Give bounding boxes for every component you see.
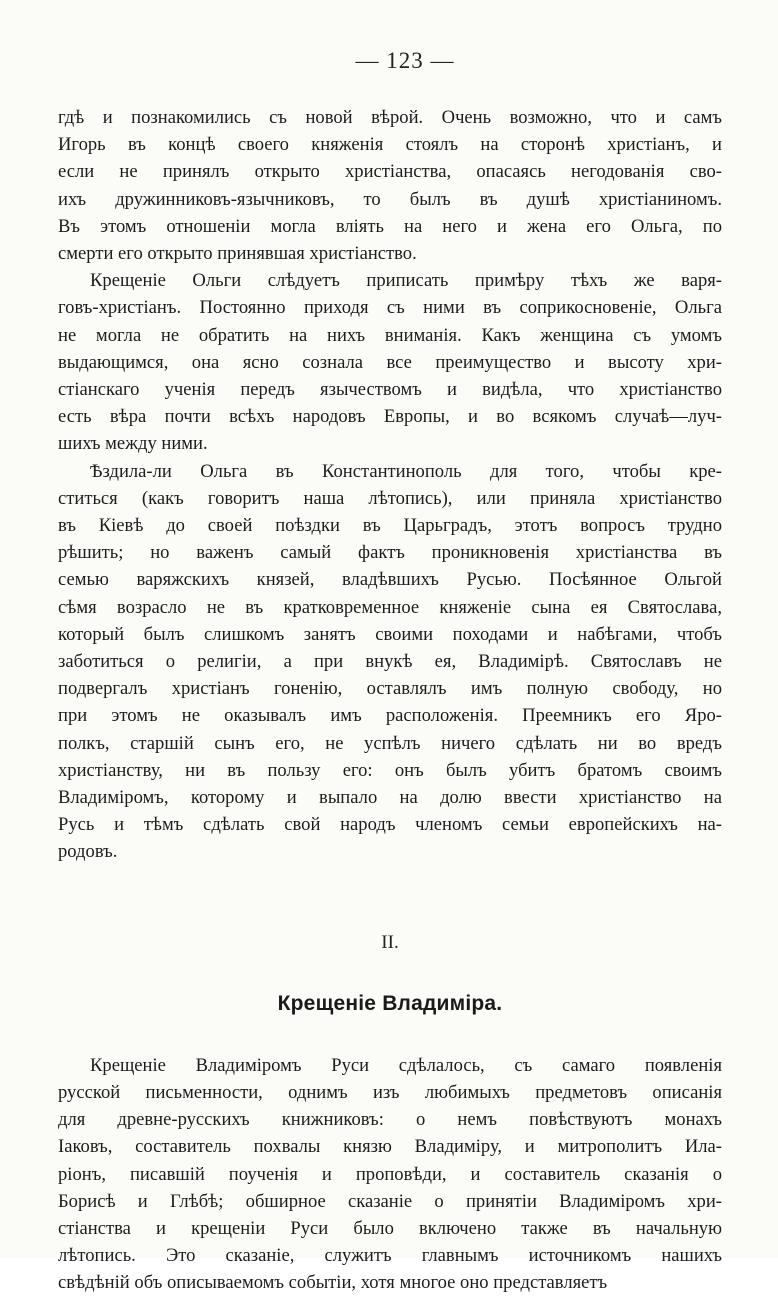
text-line: стіанскаго ученія передъ язычествомъ и видѣла, что христіанство [58, 379, 722, 401]
paragraph [58, 1052, 722, 1297]
text-line: рѣшить; но важенъ самый фактъ проникновенія христіанства въ [58, 542, 722, 564]
text-line: ститься (какъ говоритъ наша лѣтопись), или приняла христіанство [58, 487, 722, 509]
text-line: христіанству, ни въ пользу его: онъ былъ убитъ братомъ своимъ [58, 759, 722, 781]
text-body-after-section [58, 1052, 722, 1297]
text-line: не могла не обратить на нихъ вниманія. Какъ женщина съ умомъ [58, 324, 722, 346]
text-line: при этомъ не оказывалъ имъ расположенія. Преемникъ его Яро- [58, 705, 722, 727]
text-line: для древне-русскихъ книжниковъ: о немъ повѣствуютъ монахъ [58, 1109, 722, 1131]
section-title: Крещеніе Владиміра. [277, 991, 503, 1015]
text-line: сѣмя возрасло не въ кратковременное княженіе сына ея Святослава, [58, 596, 722, 618]
paragraph [58, 267, 722, 457]
section-numeral: II. [381, 931, 399, 953]
text-line: Ѣздила-ли Ольга въ Константинополь для того, чтобы кре- [90, 460, 722, 482]
text-line: родовъ. [58, 841, 118, 863]
text-body-before-section [58, 104, 722, 866]
text-line: который былъ слишкомъ занятъ своими походами и набѣгами, чтобъ [58, 623, 722, 645]
page-number: — 123 — [355, 48, 455, 73]
text-line: говъ-христіанъ. Постоянно приходя съ ними въ соприкосновеніе, Ольга [58, 297, 722, 319]
paragraph [58, 458, 722, 866]
text-line: полкъ, старшій сынъ его, не успѣлъ ничего сдѣлать ни во вредъ [58, 732, 722, 754]
text-line: если не принялъ открыто христіанства, опасаясь негодованія сво- [58, 161, 722, 183]
text-line: смерти его открыто принявшая христіанство. [58, 243, 417, 265]
text-line: Борисѣ и Глѣбѣ; обширное сказаніе о принятіи Владиміромъ хри- [58, 1190, 722, 1212]
text-line: Крещеніе Ольги слѣдуетъ приписать примѣру тѣхъ же варя- [90, 270, 722, 292]
text-line: ихъ дружинниковъ-язычниковъ, то былъ въ душѣ христіаниномъ. [58, 188, 722, 210]
text-line: семью варяжскихъ князей, владѣвшихъ Русью. Посѣянное Ольгой [58, 569, 722, 591]
text-line: ріонъ, писавшій поученія и проповѣди, и составитель сказанія о [58, 1163, 722, 1185]
text-line: подвергалъ христіанъ гоненію, оставлялъ имъ полную свободу, но [58, 678, 722, 700]
text-line: заботиться о религіи, а при внукѣ ея, Владимірѣ. Святославъ не [58, 651, 722, 673]
text-line: стіанства и крещеніи Руси было включено также въ начальную [58, 1217, 722, 1239]
text-line: Русь и тѣмъ сдѣлать свой народъ членомъ семьи европейскихъ на- [58, 814, 722, 836]
text-line: Игорь въ концѣ своего княженія стоялъ на сторонѣ христіанъ, и [58, 134, 722, 156]
text-line: свѣдѣній объ описываемомъ событіи, хотя многое оно представляетъ [58, 1272, 608, 1294]
text-line: Крещеніе Владиміромъ Руси сдѣлалось, съ самаго появленія [90, 1054, 722, 1076]
text-line: Въ этомъ отношеніи могла вліять на него и жена его Ольга, по [58, 215, 722, 237]
text-line: Іаковъ, составитель похвалы князю Владиміру, и митрополитъ Ила- [58, 1136, 722, 1158]
paragraph [58, 104, 722, 267]
text-line: шихъ между ними. [58, 433, 208, 455]
text-line: есть вѣра почти всѣхъ народовъ Европы, и во всякомъ случаѣ—луч- [58, 406, 722, 428]
text-line: гдѣ и познакомились съ новой вѣрой. Очень возможно, что и самъ [58, 107, 722, 128]
text-line: русской письменности, однимъ изъ любимыхъ предметовъ описанія [58, 1081, 722, 1103]
text-line: Владиміромъ, которому и выпало на долю ввести христіанство на [58, 787, 722, 809]
text-line: лѣтопись. Это сказаніе, служитъ главнымъ источникомъ нашихъ [58, 1245, 722, 1267]
text-line: въ Кіевѣ до своей поѣздки въ Царьградъ, этотъ вопросъ трудно [58, 515, 722, 537]
text-line: выдающимся, она ясно сознала все преимущество и высоту хри- [58, 351, 722, 373]
